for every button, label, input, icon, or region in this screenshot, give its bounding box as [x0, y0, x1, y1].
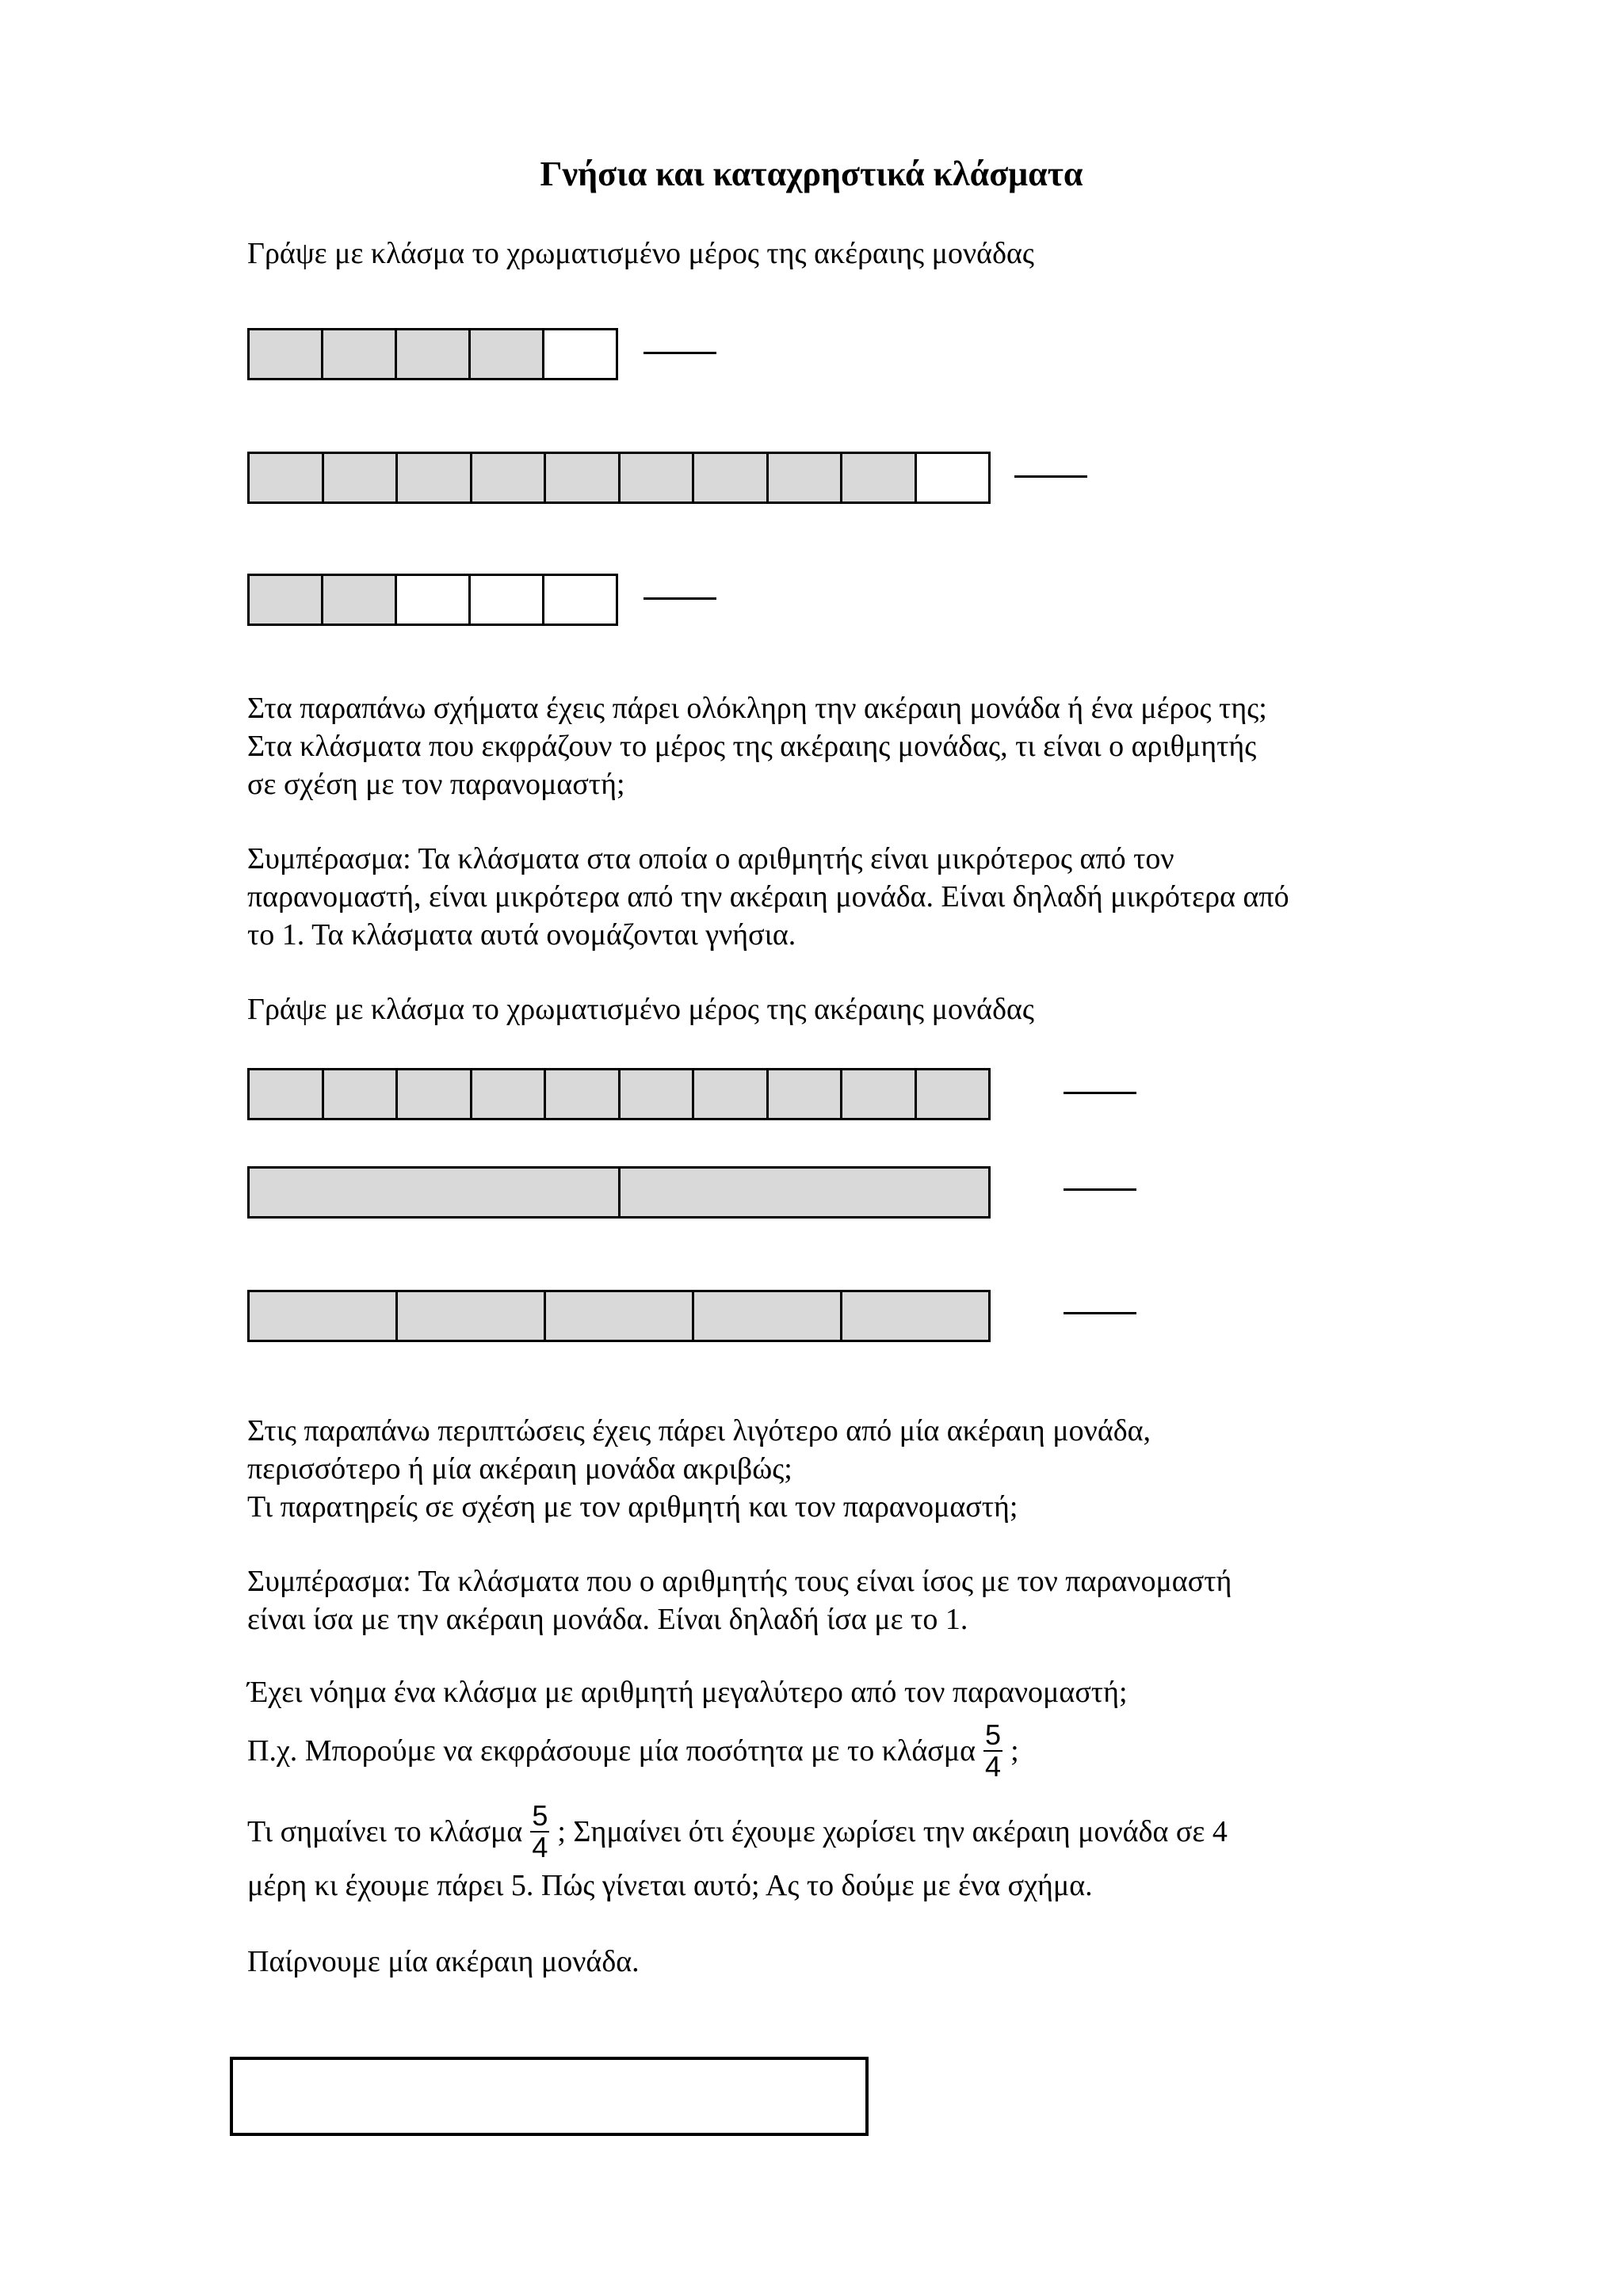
fraction-denominator: 4 — [532, 1831, 548, 1863]
answer-blank-5 — [1064, 1188, 1136, 1191]
shaded-part — [398, 1070, 472, 1118]
meaning-line-2: μέρη κι έχουμε πάρει 5. Πώς γίνεται αυτό; Ας το δούμε με ένα σχήμα. — [247, 1869, 1093, 1902]
shaded-part — [324, 1070, 399, 1118]
fraction-bar-5 — [247, 1166, 991, 1219]
fraction-bar-2 — [247, 452, 991, 504]
shaded-part — [917, 1070, 989, 1118]
fraction-numerator: 5 — [985, 1718, 1002, 1751]
conclusion-1-line-2: παρανομαστή, είναι μικρότερα από την ακέραιη μονάδα. Είναι δηλαδή μικρότερα από — [247, 880, 1289, 913]
instruction-1: Γράψε με κλάσμα το χρωματισμένο μέρος της ακέραιης μονάδας — [247, 237, 1034, 270]
shaded-part — [546, 1292, 694, 1340]
example-prefix: Π.χ. Μπορούμε να εκφράσουμε μία ποσότητα με το κλάσμα — [247, 1734, 976, 1768]
unshaded-part — [917, 454, 989, 502]
shaded-part — [694, 1292, 842, 1340]
shaded-part — [397, 330, 471, 378]
question-1-line-3: σε σχέση με τον παρανομαστή; — [247, 768, 625, 801]
shaded-part — [323, 330, 397, 378]
question-2-line-2: περισσότερο ή μία ακέραιη μονάδα ακριβώς; — [247, 1452, 792, 1486]
shaded-part — [250, 1070, 324, 1118]
shaded-part — [323, 576, 397, 624]
example-suffix: ; — [1010, 1734, 1019, 1768]
conclusion-2-line-1: Συμπέρασμα: Τα κλάσματα που ο αριθμητής τους είναι ίσος με τον παρανομαστή — [247, 1565, 1232, 1598]
shaded-part — [398, 454, 472, 502]
fraction-five-quarters-2 — [530, 1801, 549, 1863]
shaded-part — [769, 454, 843, 502]
shaded-part — [546, 454, 621, 502]
meaning-line-1 — [247, 1792, 1228, 1871]
fraction-five-quarters-1 — [983, 1720, 1002, 1782]
improper-question: Έχει νόημα ένα κλάσμα με αριθμητή μεγαλύτερο από τον παρανομαστή; — [247, 1676, 1128, 1709]
fraction-bar-1 — [247, 328, 618, 380]
conclusion-1-line-1: Συμπέρασμα: Τα κλάσματα στα οποία ο αριθμητής είναι μικρότερος από τον — [247, 842, 1174, 875]
fraction-bar-4 — [247, 1068, 991, 1120]
question-1-line-2: Στα κλάσματα που εκφράζουν το μέρος της ακέραιης μονάδας, τι είναι ο αριθμητής — [247, 730, 1257, 763]
shaded-part — [250, 1169, 621, 1216]
shaded-part — [546, 1070, 621, 1118]
whole-unit-box — [230, 2057, 869, 2136]
shaded-part — [398, 1292, 546, 1340]
meaning-prefix: Τι σημαίνει το κλάσμα — [247, 1815, 523, 1848]
question-2-line-3: Τι παρατηρείς σε σχέση με τον αριθμητή και τον παρανομαστή; — [247, 1490, 1018, 1524]
fraction-numerator: 5 — [532, 1799, 548, 1832]
shaded-part — [472, 454, 547, 502]
shaded-part — [769, 1070, 843, 1118]
shaded-part — [250, 330, 323, 378]
meaning-suffix: ; Σημαίνει ότι έχουμε χωρίσει την ακέραιη μονάδα σε 4 — [557, 1815, 1228, 1848]
instruction-2: Γράψε με κλάσμα το χρωματισμένο μέρος της ακέραιης μονάδας — [247, 993, 1034, 1026]
shaded-part — [621, 1070, 695, 1118]
fraction-bar-6 — [247, 1290, 991, 1342]
answer-blank-3 — [643, 597, 716, 600]
shaded-part — [842, 1292, 988, 1340]
shaded-part — [842, 1070, 917, 1118]
shaded-part — [694, 1070, 769, 1118]
shaded-part — [250, 1292, 398, 1340]
conclusion-1-line-3: το 1. Τα κλάσματα αυτά ονομάζονται γνήσια. — [247, 918, 796, 952]
conclusion-2-line-2: είναι ίσα με την ακέραιη μονάδα. Είναι δηλαδή ίσα με το 1. — [247, 1603, 968, 1636]
shaded-part — [842, 454, 917, 502]
unshaded-part — [544, 330, 616, 378]
fraction-denominator: 4 — [985, 1750, 1002, 1783]
fraction-bar-3 — [247, 574, 618, 626]
answer-blank-4 — [1064, 1092, 1136, 1094]
unshaded-part — [544, 576, 616, 624]
answer-blank-6 — [1064, 1312, 1136, 1314]
shaded-part — [471, 330, 544, 378]
shaded-part — [621, 454, 695, 502]
take-unit-text: Παίρνουμε μία ακέραιη μονάδα. — [247, 1945, 640, 1978]
unshaded-part — [471, 576, 544, 624]
shaded-part — [324, 454, 399, 502]
shaded-part — [621, 1169, 989, 1216]
shaded-part — [250, 454, 324, 502]
shaded-part — [250, 576, 323, 624]
page-title: Γνήσια και καταχρηστικά κλάσματα — [540, 154, 1083, 193]
unshaded-part — [397, 576, 471, 624]
question-2-line-1: Στις παραπάνω περιπτώσεις έχεις πάρει λιγότερο από μία ακέραιη μονάδα, — [247, 1414, 1151, 1447]
shaded-part — [694, 454, 769, 502]
question-1-line-1: Στα παραπάνω σχήματα έχεις πάρει ολόκληρη την ακέραιη μονάδα ή ένα μέρος της; — [247, 692, 1267, 725]
shaded-part — [472, 1070, 547, 1118]
answer-blank-2 — [1014, 475, 1087, 478]
answer-blank-1 — [643, 352, 716, 354]
example-line — [247, 1711, 1019, 1791]
